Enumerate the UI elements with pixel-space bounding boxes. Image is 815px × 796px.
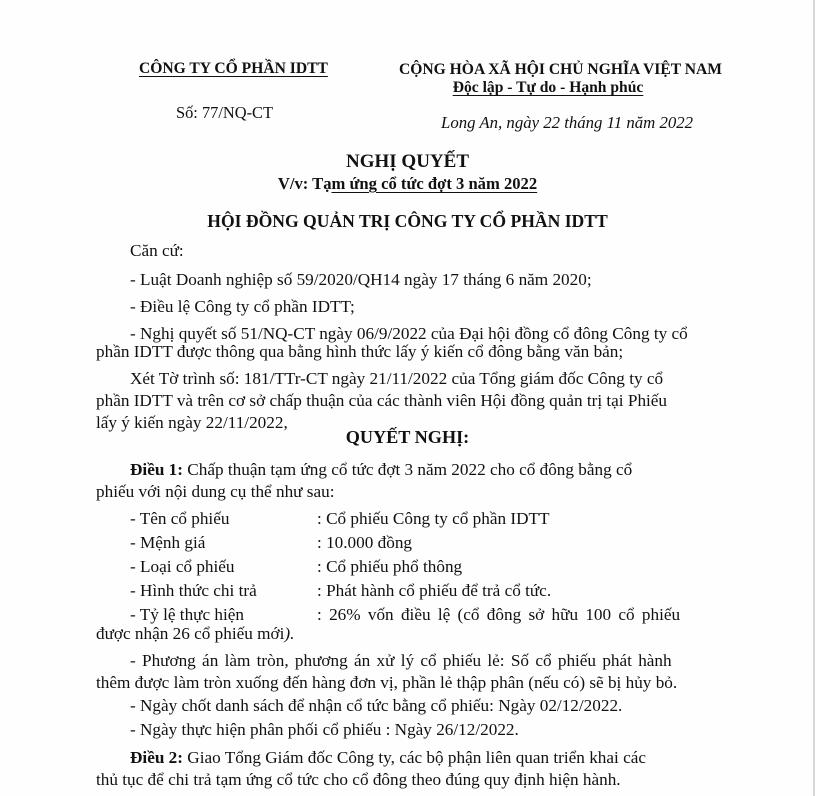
detail-label-par-value: - Mệnh giá <box>130 533 206 552</box>
resolution-heading: QUYẾT NGHỊ: <box>345 427 470 447</box>
national-title: CỘNG HÒA XÃ HỘI CHỦ NGHĨA VIỆT NAM <box>399 61 723 78</box>
detail-label-stock-type: - Loại cổ phiếu <box>130 557 235 576</box>
subject-underlined: m ứng cổ tức đợt 3 năm 2022 <box>331 174 538 193</box>
record-date: - Ngày chốt danh sách để nhận cổ tức bằng cổ phiếu: Ngày 02/12/2022. <box>130 696 623 715</box>
place-date: Long An, ngày 22 tháng 11 năm 2022 <box>441 113 694 132</box>
consider-line-1: Xét Tờ trình số: 181/TTr-CT ngày 21/11/2022 của Tổng giám đốc Công ty cổ <box>130 369 664 388</box>
detail-label-payment-method: - Hình thức chi trả <box>130 581 257 600</box>
basis-heading: Căn cứ: <box>130 241 184 260</box>
subject-prefix: V/v: Tạ <box>277 174 332 193</box>
basis-item-charter: - Điều lệ Công ty cổ phần IDTT; <box>130 297 355 316</box>
issuing-body: HỘI ĐỒNG QUẢN TRỊ CÔNG TY CỔ PHẦN IDTT <box>207 211 608 231</box>
article-2-line-1 <box>130 748 646 768</box>
rounding-line-1: - Phương án làm tròn, phương án xử lý cổ phiếu lẻ: Số cổ phiếu phát hành <box>130 651 672 670</box>
document-number: Số: 77/NQ-CT <box>176 103 273 122</box>
detail-ratio-continuation <box>96 624 294 644</box>
basis-item-law: - Luật Doanh nghiệp số 59/2020/QH14 ngày 17 tháng 6 năm 2020; <box>130 270 592 289</box>
distribution-date: - Ngày thực hiện phân phối cổ phiếu : Ngày 26/12/2022. <box>130 720 519 739</box>
document-type-title: NGHỊ QUYẾT <box>346 151 469 172</box>
consider-line-3: lấy ý kiến ngày 22/11/2022, <box>96 413 288 432</box>
basis-item-resolution <box>130 324 718 344</box>
national-motto-wrap <box>0 79 815 97</box>
detail-value-ratio: : 26% vốn điều lệ (cổ đông sở hữu 100 cổ phiếu <box>317 605 681 624</box>
document-subject <box>0 174 815 194</box>
article-1-label: Điều 1: <box>130 460 183 479</box>
detail-label-ratio: - Tỷ lệ thực hiện <box>130 605 245 624</box>
article-1-text: Chấp thuận tạm ứng cổ tức đợt 3 năm 2022 cho cổ đông bằng cổ <box>183 460 633 479</box>
company-name: CÔNG TY CỔ PHẦN IDTT <box>139 60 328 77</box>
detail-label-stock-name: - Tên cổ phiếu <box>130 509 230 528</box>
rounding-line-2: thêm được làm tròn xuống đến hàng đơn vị, phần lẻ thập phân (nếu có) sẽ bị hủy bỏ. <box>96 673 678 692</box>
detail-value-payment-method: : Phát hành cổ phiếu để trả cổ tức. <box>317 581 552 600</box>
article-2-line-2: thủ tục để chi trả tạm ứng cổ tức cho cổ đông theo đúng quy định hiện hành. <box>96 770 621 789</box>
article-2-text: Giao Tổng Giám đốc Công ty, các bộ phận liên quan triển khai các <box>183 748 646 767</box>
basis-item-resolution-text: - Nghị quyết số 51/NQ-CT ngày 06/9/2022 của Đại hội đồng cổ đông Công ty cổ <box>130 324 688 343</box>
detail-value-stock-type: : Cổ phiếu phổ thông <box>317 557 463 576</box>
basis-item-resolution-cont: phần IDTT được thông qua bằng hình thức lấy ý kiến cổ đông bằng văn bản; <box>96 342 624 361</box>
ratio-continuation-text: được nhận 26 cổ phiếu mới <box>96 624 285 643</box>
article-1-line-1 <box>130 460 632 480</box>
article-2-label: Điều 2: <box>130 748 183 767</box>
detail-value-par-value: : 10.000 đồng <box>317 533 413 552</box>
ratio-continuation-end: ). <box>284 624 295 643</box>
national-motto: Độc lập - Tự do - Hạnh phúc <box>452 79 644 96</box>
article-1-line-2: phiếu với nội dung cụ thể như sau: <box>96 482 335 501</box>
detail-value-stock-name: : Cổ phiếu Công ty cổ phần IDTT <box>317 509 550 528</box>
consider-line-2: phần IDTT và trên cơ sở chấp thuận của các thành viên Hội đồng quản trị tại Phiếu <box>96 391 668 410</box>
